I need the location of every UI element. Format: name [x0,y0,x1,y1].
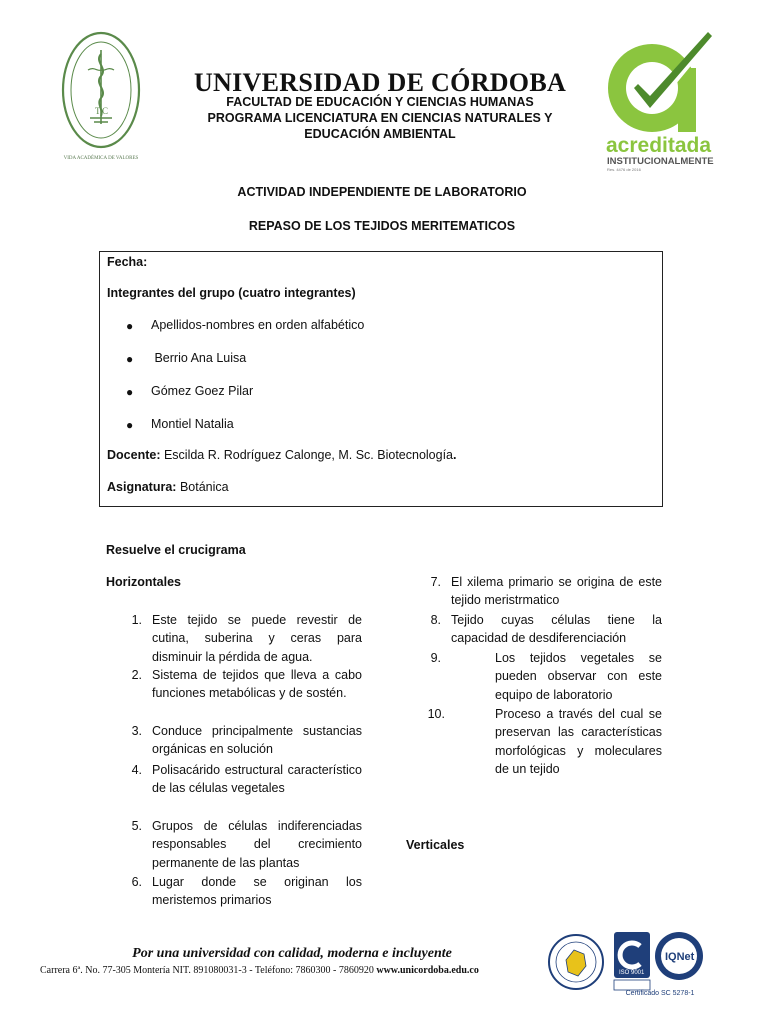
program-name-line-2: EDUCACIÓN AMBIENTAL [304,127,456,141]
clue-text: Los tejidos vegetales se pueden observar con este equipo de laboratorio [495,651,662,702]
bullet-icon: ● [126,319,134,333]
members-label: Integrantes del grupo (cuatro integrantes) [107,286,356,300]
program-name-line-1: PROGRAMA LICENCIATURA EN CIENCIAS NATURALES Y [207,111,553,125]
member-item: Gómez Goez Pilar [151,384,254,398]
clue-text: Sistema de tejidos que lleva a cabo funciones metabólicas y de sostén. [152,668,362,701]
accreditation-word: acreditada [606,134,712,157]
footer-motto: Por una universidad con calidad, moderna e incluyente [132,946,452,961]
info-box [99,251,663,507]
footer-website: www.unicordoba.edu.co [376,965,479,976]
accreditation-sub: INSTITUCIONALMENTE [607,156,714,167]
clue-text: Tejido cuyas células tiene la capacidad de desdiferenciación [451,613,662,646]
vertical-heading: Verticales [406,838,465,852]
clue-number: 6. [131,875,142,889]
university-seal-logo [60,30,142,150]
activity-title: ACTIVIDAD INDEPENDIENTE DE LABORATORIO [237,185,527,199]
subject-value: Botánica [179,480,229,494]
clue-text: Polisacárido estructural característico de las células vegetales [152,763,362,796]
accreditation-logo [606,28,718,176]
clue-number: 9. [430,651,441,665]
member-item: Apellidos-nombres en orden alfabético [151,318,365,332]
faculty-name: FACULTAD DE EDUCACIÓN Y CIENCIAS HUMANAS [226,95,534,109]
clue-number: 7. [430,575,441,589]
clue-number: 3. [131,724,142,738]
teacher-line: Docente: Escilda R. Rodríguez Calonge, M. Sc. Biotecnología. [107,448,457,462]
clue-text: Grupos de células indiferenciadas responsables del crecimiento permanente de las plantas [152,819,362,870]
clue-number: 4. [131,763,142,777]
clue-text: Proceso a través del cual se preservan las características morfológicas y moleculares de un tejido [495,707,662,777]
certificate-number: Certificado SC 5278-1 [625,990,695,997]
footer-address: Carrera 6ª. No. 77-305 Montería NIT. 891080031-3 - Teléfono: 7860300 - 7860920 www.unicordoba.edu.co [40,965,479,976]
university-name: UNIVERSIDAD DE CÓRDOBA [193,68,567,97]
date-label: Fecha: [107,255,148,269]
review-title: REPASO DE LOS TEJIDOS MERITEMATICOS [248,219,516,233]
clue-text: Conduce principalmente sustancias orgánicas en solución [152,724,362,757]
crossword-instruction: Resuelve el crucigrama [106,543,246,557]
seal-caption: VIDA ACADÉMICA DE VALORES [63,156,139,161]
clue-number: 1. [131,613,142,627]
clue-text: Lugar donde se originan los meristemos primarios [152,875,362,908]
bullet-icon: ● [126,352,134,366]
teacher-value: Escilda R. Rodríguez Calonge, M. Sc. Biotecnología [163,448,454,462]
accreditation-resolution: Res. 4476 de 2016 [607,167,641,172]
clue-number: 5. [131,819,142,833]
clue-number: 10. [427,707,445,721]
iqnet-label: IQNet [665,951,695,963]
clue-number: 8. [430,613,441,627]
svg-text:T: T [95,106,101,116]
svg-text:C: C [102,106,109,116]
bullet-icon: ● [126,418,134,432]
horizontal-heading: Horizontales [106,575,182,589]
clue-number: 2. [131,668,142,682]
member-item: Montiel Natalia [151,417,234,431]
iso-label: ISO 9001 [619,970,645,976]
clue-text: Este tejido se puede revestir de cutina, suberina y ceras para disminuir la pérdida de agua. [152,613,362,664]
member-item: Berrio Ana Luisa [151,351,247,365]
subject-line: Asignatura: Botánica [107,480,229,494]
clue-text: El xilema primario se origina de este tejido meristrmatico [451,575,662,608]
bullet-icon: ● [126,385,134,399]
